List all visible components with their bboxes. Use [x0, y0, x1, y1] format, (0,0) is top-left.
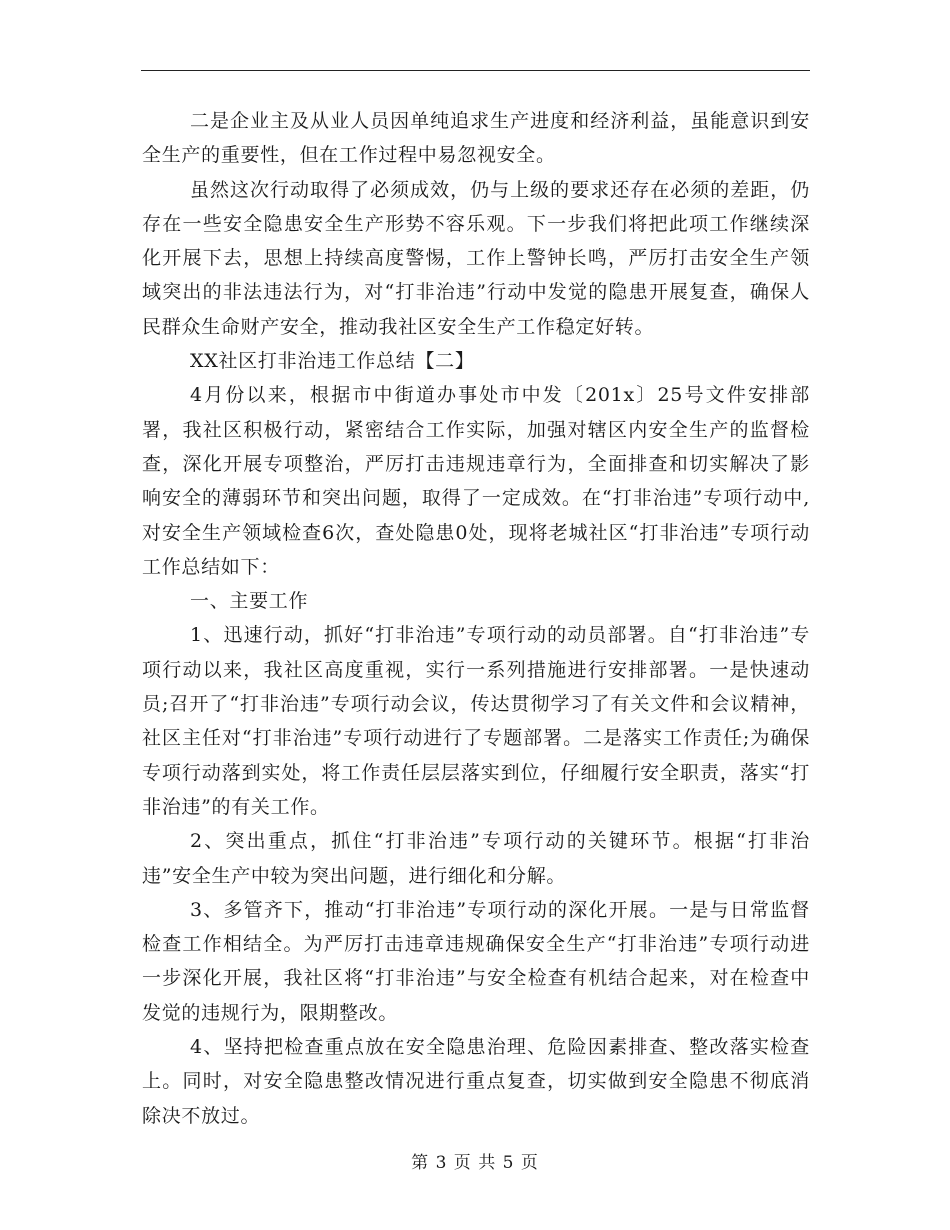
- paragraph: 虽然这次行动取得了必须成效，仍与上级的要求还存在必须的差距，仍存在一些安全隐患安全生产形势不容乐观。下一步我们将把此项工作继续深化开展下去，思想上持续高度警惕，工作上警钟长鸣，严厉打击安全生产领域突出的非法违法行为，对“打非治违”行动中发觉的隐患开展复查，确保人民群众生命财产安全，推动我社区安全生产工作稳定好转。: [142, 178, 810, 338]
- section-heading: XX社区打非治违工作总结【二】: [190, 350, 475, 373]
- paragraph: 2、突出重点，抓住“打非治违”专项行动的关键环节。根据“打非治违”安全生产中较为突出问题，进行细化和分解。: [142, 830, 810, 887]
- page-footer: [0, 1148, 950, 1173]
- section-heading: 一、主要工作: [190, 590, 309, 613]
- paragraph: 1、迅速行动，抓好“打非治违”专项行动的动员部署。自“打非治违”专项行动以来，我社区高度重视，实行一系列措施进行安排部署。一是快速动员;召开了“打非治违”专项行动会议，传达贯彻学习了有关文件和会议精神，社区主任对“打非治违”专项行动进行了专题部署。二是落实工作责任;为确保专项行动落到实处，将工作责任层层落实到位，仔细履行安全职责，落实“打非治违”的有关工作。: [142, 624, 810, 818]
- document-body: [142, 104, 810, 1133]
- page-number: 第 3 页 共 5 页: [411, 1153, 539, 1173]
- paragraph: 3、多管齐下，推动“打非治违”专项行动的深化开展。一是与日常监督检查工作相结全。为严厉打击违章违规确保安全生产“打非治违”专项行动进一步深化开展，我社区将“打非治违”与安全检查有机结合起来，对在检查中发觉的违规行为，限期整改。: [142, 898, 810, 1024]
- paragraph: 4、坚持把检查重点放在安全隐患治理、危险因素排查、整改落实检查上。同时，对安全隐患整改情况进行重点复查，切实做到安全隐患不彻底消除决不放过。: [142, 1036, 810, 1127]
- paragraph: 二是企业主及从业人员因单纯追求生产进度和经济利益，虽能意识到安全生产的重要性，但在工作过程中易忽视安全。: [142, 110, 810, 167]
- paragraph: 4月份以来，根据市中街道办事处市中发〔201x〕25号文件安排部署，我社区积极行动，紧密结合工作实际，加强对辖区内安全生产的监督检查，深化开展专项整治，严厉打击违规违章行为，全面排查和切实解决了影响安全的薄弱环节和突出问题，取得了一定成效。在“打非治违”专项行动中,对安全生产领域检查6次，查处隐患0处，现将老城社区“打非治违”专项行动工作总结如下：: [142, 384, 810, 578]
- header-rule: [141, 70, 810, 71]
